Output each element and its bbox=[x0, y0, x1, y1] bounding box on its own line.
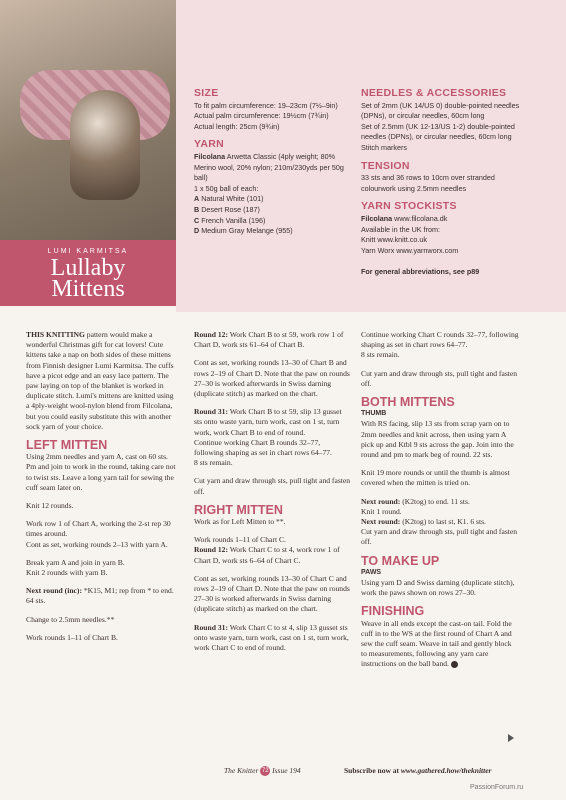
para bbox=[194, 623, 351, 654]
para: 8 sts remain. bbox=[361, 350, 400, 360]
para: Cont as set, working rounds 13–30 of Chart C and rows 2–19 of Chart D. Note that the paw on rounds 27–30 is worked afterwards in Swiss darning (duplicate stitch) as marked on the chart. bbox=[194, 573, 350, 614]
tension-heading: TENSION bbox=[361, 159, 410, 172]
watermark: PassionForum.ru bbox=[470, 784, 524, 791]
para-text: (K2tog) to last st, K1. 6 sts. bbox=[400, 517, 486, 527]
colour-key: B bbox=[194, 204, 200, 214]
para-lead: Round 31: bbox=[194, 407, 228, 417]
needles-line: Set of 2mm (UK 14/US 0) double-pointed needles (DPNs), or circular needles, 60cm long bbox=[361, 100, 520, 121]
para-lead: Next round: bbox=[361, 517, 401, 527]
stockist-brand: Filcolana bbox=[361, 213, 393, 223]
magazine-name: The Knitter bbox=[224, 766, 259, 775]
colour-key: A bbox=[194, 194, 200, 204]
info-col-left bbox=[194, 88, 354, 237]
para: Knit 2 rounds with yarn B. bbox=[26, 568, 108, 578]
para: Cut yarn and draw through sts, pull tight and fasten off. bbox=[361, 368, 518, 388]
needles-line: Set of 2.5mm (UK 12-13/US 1-2) double-pointed needles (DPNs), or circular needles, 60cm long bbox=[361, 121, 515, 142]
para: Knit 1 round. bbox=[361, 506, 402, 516]
para-lead: Next round (inc): bbox=[26, 586, 82, 596]
stockists-heading: YARN STOCKISTS bbox=[361, 200, 457, 213]
column-2 bbox=[194, 330, 351, 661]
para-lead: Round 12: bbox=[194, 545, 228, 555]
para-lead: Round 12: bbox=[194, 330, 228, 339]
yarn-spec: Arwetta Classic (4ply weight; 80% Merino wool, 20% nylon; 210m/230yds per 50g ball) bbox=[194, 151, 344, 183]
para: 8 sts remain. bbox=[194, 458, 233, 468]
para: Break yarn A and join in yarn B. bbox=[26, 557, 125, 567]
para: Cut yarn and draw through sts, pull tight and fasten off. bbox=[194, 476, 351, 496]
page-number: 72 bbox=[261, 768, 269, 775]
needles-heading: NEEDLES & ACCESSORIES bbox=[361, 87, 507, 99]
stockist-line: Available in the UK from: bbox=[361, 224, 440, 234]
para bbox=[194, 407, 351, 438]
para: Cut yarn and draw through sts, pull tight and fasten off. bbox=[361, 527, 518, 547]
para: Work as for Left Mitten to **. bbox=[194, 517, 286, 527]
yarn-desc bbox=[194, 152, 354, 184]
para: Change to 2.5mm needles.** bbox=[26, 614, 115, 624]
para bbox=[194, 330, 351, 350]
colour-key: D bbox=[194, 226, 200, 236]
title-text: Lullaby Mittens bbox=[50, 255, 126, 302]
continue-arrow-icon bbox=[508, 734, 514, 742]
para: 64 sts. bbox=[26, 596, 46, 606]
para bbox=[26, 586, 176, 596]
stockist-line bbox=[361, 214, 531, 225]
intro bbox=[26, 330, 176, 432]
para-lead: Next round: bbox=[361, 496, 401, 506]
right-mitten-heading: RIGHT MITTEN bbox=[194, 502, 283, 517]
colour-name: Medium Gray Melange (955) bbox=[199, 226, 293, 236]
stockist-line: Yarn Worx www.yarnworx.com bbox=[361, 245, 459, 255]
para: Using 2mm needles and yarn A, cast on 60 sts. bbox=[26, 452, 168, 462]
para-text: Work Chart B to st 59, work row 1 of Chart D, work sts 61–64 of Chart B. bbox=[194, 330, 344, 350]
colour-name: Desert Rose (187) bbox=[199, 204, 260, 214]
to-make-up-heading: TO MAKE UP bbox=[361, 553, 440, 568]
para-text: Work Chart C to st 4, work row 1 of Chart D, work sts 6–64 of Chart C. bbox=[194, 545, 340, 565]
tension-text: 33 sts and 36 rows to 10cm over stranded colourwork using 2.5mm needles bbox=[361, 173, 495, 193]
para bbox=[194, 545, 351, 565]
para: Continue working Chart C rounds 32–77, following shaping as set in chart rows 64–77. bbox=[361, 330, 519, 350]
colour-line bbox=[194, 226, 354, 237]
para-lead: Round 31: bbox=[194, 622, 228, 632]
hero-photo bbox=[0, 0, 176, 240]
para: Work row 1 of Chart A, working the 2-st rep 30 times around. bbox=[26, 519, 171, 539]
para-text: (K2tog) to end. 11 sts. bbox=[400, 496, 470, 506]
para: Using yarn D and Swiss darning (duplicate stitch), work the paws shown on rows 27–30. bbox=[361, 578, 515, 598]
para bbox=[361, 517, 519, 527]
colour-line bbox=[194, 216, 354, 227]
para: Cont as set, working rounds 2–13 with yarn A. bbox=[26, 539, 168, 549]
intro-text: pattern would make a wonderful Christmas gift for cat lovers! Cute kittens take a nap on both sides of these mittens from Finnish designer Lumi Karmitsa. The cuffs have a picot edge and an easy lace pattern. The paw laying on top of the blanket is worked in duplicate stitch. Lumi's mittens are knitted using a 4ply-weight wool-nylon blend from Filcolana, but you could easily substitute this with another sock yarn of your choice. bbox=[26, 330, 174, 431]
colour-name: French Vanilla (196) bbox=[199, 215, 266, 225]
abbreviations-note: For general abbreviations, see p89 bbox=[361, 267, 480, 277]
para: Pm and join to work in the round, taking care not to twist sts. Leave a long yarn tail for sewing the cuff seam later on. bbox=[26, 462, 176, 492]
left-mitten-heading: LEFT MITTEN bbox=[26, 438, 108, 453]
pattern-title bbox=[0, 255, 176, 302]
yarn-heading: YARN bbox=[194, 138, 224, 151]
para-text: *K15, M1; rep from * to end. bbox=[81, 586, 174, 596]
designer-name: LUMI KARMITSA bbox=[47, 248, 129, 255]
para-text: Weave in all ends except the cast-on tail. Fold the cuff in to the WS at the first round of Chart A and sew the cuff seam. Weave in tail and gently block to measurements, following any yarn care instructions on the ball band. bbox=[361, 618, 512, 669]
para-text: Work Chart C to st 4, slip 13 gusset sts onto waste yarn, turn work, cast on 1 st, turn work, work Chart C to end of round. bbox=[194, 622, 349, 653]
colour-name: Natural White (101) bbox=[199, 194, 264, 204]
para bbox=[361, 619, 519, 670]
colour-line bbox=[194, 205, 354, 216]
para: Knit 12 rounds. bbox=[26, 501, 74, 511]
cat bbox=[70, 90, 140, 200]
size-heading: SIZE bbox=[194, 87, 219, 99]
footer-left bbox=[224, 766, 301, 776]
stockist-line: Knitt www.knitt.co.uk bbox=[361, 235, 427, 245]
size-line: To fit palm circumference: 19–23cm (7½–9in) bbox=[194, 100, 338, 110]
size-line: Actual palm circumference: 19½cm (7¾in) bbox=[194, 111, 329, 121]
paws-subheading: PAWS bbox=[361, 568, 382, 576]
subscribe-url[interactable]: www.gathered.how/theknitter bbox=[400, 766, 492, 775]
para-text: Work Chart B to st 59, slip 13 gusset sts onto waste yarn, turn work, cast on 1 st, turn work, work Chart B to end of round. bbox=[194, 407, 342, 437]
column-3 bbox=[361, 330, 519, 670]
subscribe-label: Subscribe now at bbox=[344, 766, 401, 775]
para: With RS facing, slip 13 sts from scrap yarn on to 2mm needles and knit across, then using yarn A pick up and Ktbl 9 sts across the gap. Join into the round and pm to mark beg of round. 22 sts. bbox=[361, 419, 514, 460]
issue-number: Issue 194 bbox=[272, 766, 301, 775]
yarn-brand: Filcolana bbox=[194, 151, 226, 161]
para: Knit 19 more rounds or until the thumb is almost covered when the mitten is tried on. bbox=[361, 468, 510, 488]
title-box bbox=[0, 240, 176, 306]
para: Work rounds 1–11 of Chart C. bbox=[194, 535, 286, 545]
thumb-subheading: THUMB bbox=[361, 410, 387, 418]
finishing-heading: FINISHING bbox=[361, 604, 425, 619]
end-mark-icon bbox=[451, 661, 458, 668]
size-line: Actual length: 25cm (9¾in) bbox=[194, 121, 280, 131]
colour-key: C bbox=[194, 215, 200, 225]
needles-line: Stitch markers bbox=[361, 142, 407, 152]
para: Cont as set, working rounds 13–30 of Chart B and rows 2–19 of Chart D. Note that the paw on rounds 27–30 is worked afterwards in Swiss darning (duplicate stitch) as marked on the chart. bbox=[194, 358, 350, 399]
intro-lead: THIS KNITTING bbox=[26, 330, 85, 339]
column-1 bbox=[26, 330, 176, 651]
colour-line bbox=[194, 194, 354, 205]
para bbox=[361, 497, 519, 507]
info-col-right bbox=[361, 88, 531, 278]
yarn-each: 1 x 50g ball of each: bbox=[194, 183, 259, 193]
both-mittens-heading: BOTH MITTENS bbox=[361, 395, 455, 410]
footer-right bbox=[344, 766, 491, 775]
para: Work rounds 1–11 of Chart B. bbox=[26, 632, 118, 642]
para: Continue working Chart B rounds 32–77, following shaping as set in chart rows 64–77. bbox=[194, 437, 332, 458]
stockist-web: www.filcolana.dk bbox=[392, 213, 448, 223]
